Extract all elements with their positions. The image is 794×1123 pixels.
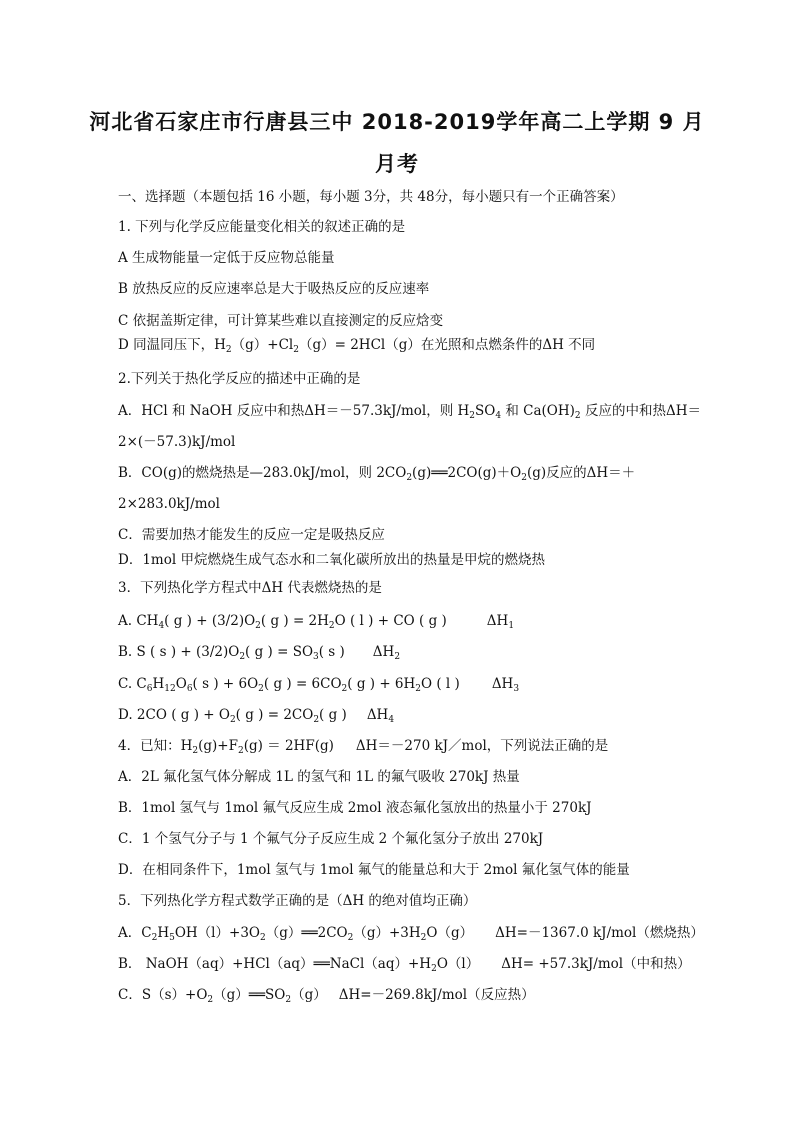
q4-option-b: B．1mol 氢气与 1mol 氟气反应生成 2mol 液态氟化氢放出的热量小于 270kJ (118, 800, 592, 816)
section-header: 一、选择题（本题包括 16 小题，每小题 3分，共 48分，每小题只有一个正确答案） (118, 189, 624, 205)
q2-option-c: C．需要加热才能发生的反应一定是吸热反应 (118, 527, 385, 543)
q4-stem: 4．已知：$H_2(g)+F_2(g) = 2HF(g)$ ΔH＝－270 kJ／mol，下列说法正确的是 (118, 738, 609, 756)
q1-option-d: D 同温同压下，$H_2(g)+Cl_2(g)= 2HCl(g)$在光照和点燃条件的ΔH 不同 (118, 337, 596, 355)
q3-option-b: B. S ( s ) + $(3/2)O_2$( g ) = $SO_3$( s ) $\Delta H_2$ (118, 644, 401, 662)
q2-option-a-cont: 2×(－57.3)kJ/mol (118, 434, 236, 450)
exam-title-line1: 河北省石家庄市行唐县三中 2018-2019学年高二上学期 9 月 (89, 110, 705, 134)
q1-option-b: B 放热反应的反应速率总是大于吸热反应的反应速率 (118, 281, 430, 297)
q2-option-d: D．1mol 甲烷燃烧生成气态水和二氧化碳所放出的热量是甲烷的燃烧热 (118, 552, 545, 568)
q2-option-b: B．CO(g)的燃烧热是—283.0kJ/mol，则 $2CO_2(g)══2CO(g)+O_2(g)$反应的ΔH＝＋ (118, 465, 636, 483)
q2-option-b-cont: 2×283.0kJ/mol (118, 496, 220, 512)
q1-option-a: A 生成物能量一定低于反应物总能量 (118, 250, 335, 266)
q3-stem: 3．下列热化学方程式中ΔH 代表燃烧热的是 (118, 580, 382, 596)
q1-stem: 1. 下列与化学反应能量变化相关的叙述正确的是 (118, 219, 406, 235)
q5-option-c: C．$S(s)+O_2(g)══SO_2(g)$ ΔH=－269.8kJ/mol（反应热） (118, 987, 535, 1005)
q2-stem: 2.下列关于热化学反应的描述中正确的是 (118, 371, 361, 387)
q1-option-c: C 依据盖斯定律，可计算某些难以直接测定的反应焓变 (118, 313, 444, 329)
exam-title-line2: 月考 (375, 152, 419, 176)
q3-option-d: D. 2CO ( g ) + $O_2$( g ) = $2CO_2$( g ) $\Delta H_4$ (118, 707, 395, 725)
q4-option-d: D．在相同条件下，1mol 氢气与 1mol 氟气的能量总和大于 2mol 氟化氢气体的能量 (118, 862, 630, 878)
q4-option-c: C．1 个氢气分子与 1 个氟气分子反应生成 2 个氟化氢分子放出 270kJ (118, 831, 544, 847)
q5-option-a: A．$C_2H_5OH(l)+3O_2(g)══2CO_2(g)+3H_2O(g)$ ΔH=－1367.0 kJ/mol（燃烧热） (118, 925, 704, 943)
q2-option-a: A．HCl 和 NaOH 反应中和热ΔH＝－57.3kJ/mol，则 $H_2SO_4$ 和 $Ca(OH)_2$ 反应的中和热ΔH＝ (118, 403, 701, 421)
q4-option-a: A．2L 氟化氢气体分解成 1L 的氢气和 1L 的氟气吸收 270kJ 热量 (118, 769, 520, 785)
q3-option-c: C. $C_6H_{12}O_6$( s ) + $6O_2$( g ) = $6CO_2$( g ) + $6H_2O$ ( l ) $\Delta H_3$ (118, 676, 520, 694)
q3-option-a: A. $CH_4$( g ) + $(3/2)O_2$( g ) = $2H_2O$ ( l ) + CO ( g ) $\Delta H_1$ (118, 613, 515, 631)
q5-stem: 5．下列热化学方程式数学正确的是（ΔH 的绝对值均正确） (118, 893, 477, 909)
q5-option-b: B． $NaOH(aq)+HCl(aq)══NaCl(aq)+H_2O(l)$ ΔH= +57.3kJ/mol（中和热） (118, 956, 691, 974)
